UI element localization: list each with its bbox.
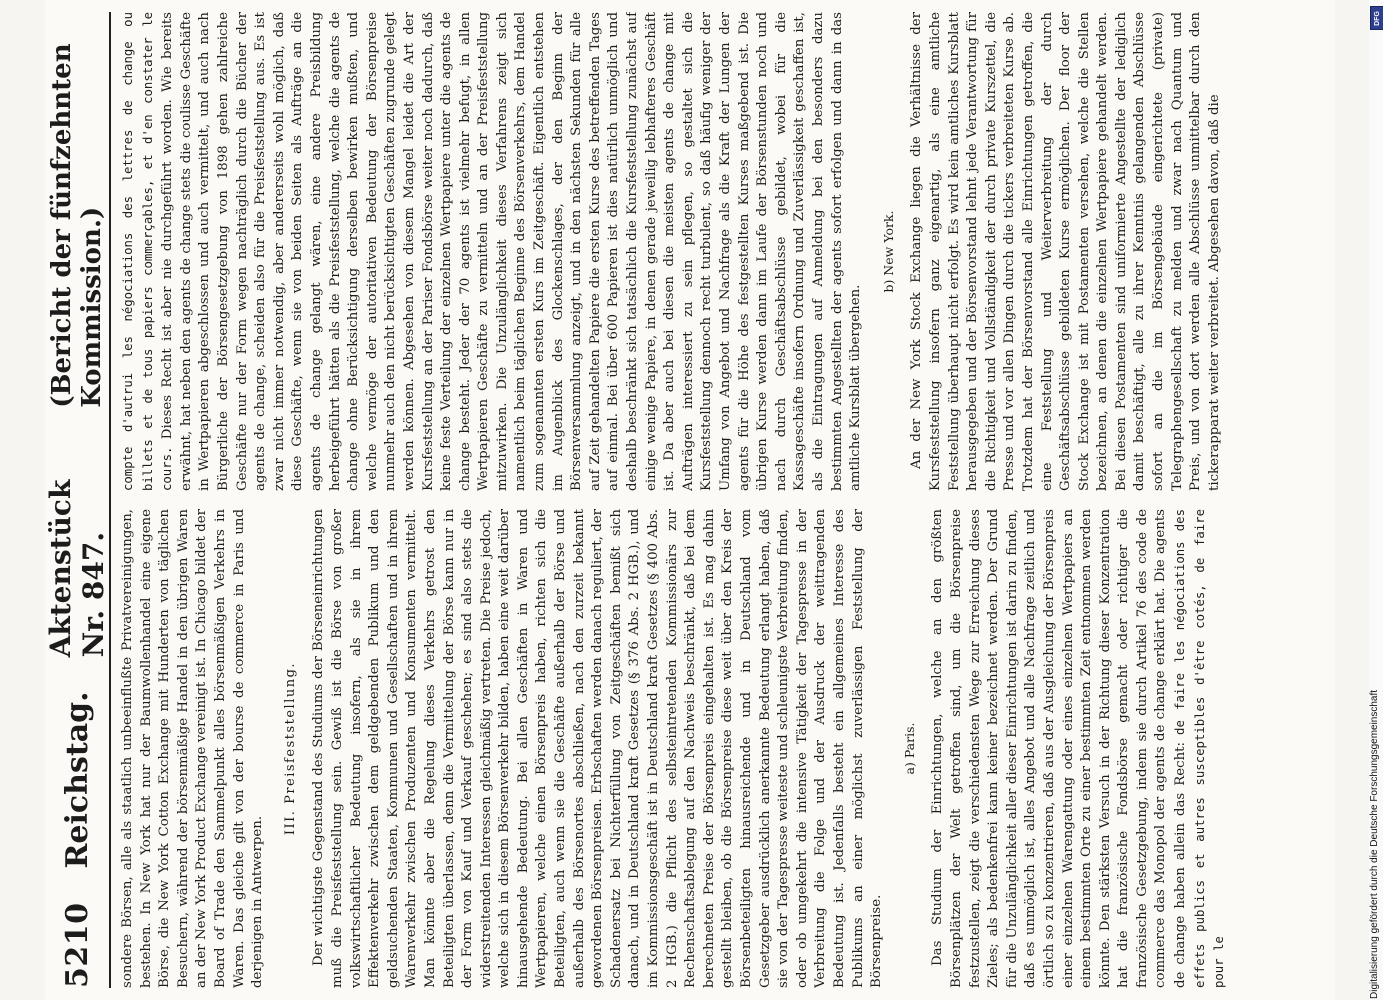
- paragraph-text: Dieses Recht ist aber nie durchgeführt worden. Wie bereits erwähnt, hat neben den agents de change stets die coulisse Geschäfte in Wertpapieren abgeschlossen und auch vermittelt, und auch nach Bürgerliche der Börsengesetzgebung von 1898 gehen zahlreiche Geschäfte nur der Form wegen nachträglich durch die Bücher der agents de change, scheiden also für die Preisfeststellung aus. Es ist zwar nicht immer notwendig, aber andererseits wohl möglich, daß diese Geschäfte, wenn sie von beiden Seiten als Aufträge an die agents de change gelangt wären, eine andere Preisbildung herbeigeführt hätten als die Preisfeststellung, welche die agents de change ohne Berücksichtigung derselben bewirken mußten, und welche vermöge der autoritativen Bedeutung der Börsenpreise nunmehr auch den nicht berücksichtigten Geschäften zugrunde gelegt werden können. Abgesehen von diesem Mangel leidet die Art der Kursfeststellung an der Pariser Fondsbörse weiter noch dadurch, daß keine feste Verteilung der einzelnen Wertpapiere unter die agents de change besteht. Jeder der 70 agents ist vielmehr befugt, in allen Wertpapieren Geschäfte zu vermitteln und an der Preisfeststellung mitzuwirken. Die Unzulänglichkeit dieses Verfahrens zeigt sich namentlich beim täglichen Beginne des Börsenverkehrs, dem Handel zum sogenannten ersten Kurs im Zeitgeschäft. Eigentlich entstehen im Augenblick des Glockenschlages, der den Beginn der Börsenversammlung anzeigt, und in den nächsten Sekunden für alle auf Zeit gehandelten Papiere die ersten Kurse des betreffenden Tages auf einmal. Bei über 600 Papieren ist dies natürlich unmöglich und deshalb beschränkt sich tatsächlich die Kursfeststellung zunächst auf einige wenige Papiere, in denen gerade jeweilig lebhafteres Geschäft ist. Da aber auch bei diesen die meisten agents de change mit Aufträgen interessiert zu sein pflegen, so gestaltet sich die Kursfeststellung dennoch recht turbulent, so daß häufig weniger der Umfang von Angebot und Nachfrage als die Kraft der Lungen der agents für die Höhe des festgestellten Kurses maßgebend ist. Die übrigen Kurse werden dann im Laufe der Börsenstunden noch und nach durch Geschäftsabschlüsse gebildet, wobei für die Kassageschäfte insofern Ordnung und Zuverlässigkeit geschaffen ist, als die Eintragungen auf Anmeldung bei den besonders dazu bestimmten Angestellten der agents sofort erfolgen und dann in das amtliche Kursblatt übergehen.: [160, 12, 864, 491]
- document-number: Aktenstück Nr. 847.: [44, 479, 110, 658]
- left-column: [119, 509, 1323, 988]
- right-column: [119, 12, 1323, 491]
- paragraph: Der wichtigste Gegenstand des Studiums der Börseneinrichtungen muß die Preisfeststellung sein. Gewiß ist die Börse von großer volkswirtschaftlicher Bedeutung insofern, als sie in ihrem Effektenverkehr zwischen dem geldgebenden Publikum und den geldsuchenden Staaten, Kommunen und Gesellschaften und in ihrem Warenverkehr zwischen Produzenten und Konsumenten vermittelt. Man könnte aber die Regelung dieses Verkehrs getrost den Beteiligten überlassen, denn die Vermittelung der Börse kann nur in der Form von Kauf und Verkauf geschehen; es sind also stets die widerstreitenden Interessen gleichmäßig vertreten. Die Preise jedoch, welche sich in diesem Börsenverkehr bilden, haben eine weit darüber hinausgehende Bedeutung. Bei allen Geschäften in Waren und Wertpapieren, welche einen Börsenpreis haben, richten sich die Beteiligten, auch wenn sie die Geschäfte außerhalb der Börse und außerhalb des Börsenortes abschließen, nach den zurzeit bekannt gewordenen Börsenpreisen. Erbschaften werden danach reguliert, der Schadenersatz bei Nichterfüllung von Zeitgeschäften bemißt sich danach, und in Deutschland kraft Gesetzes (§ 376 Abs. 2 HGB.), und im Kommissionsgeschäft ist in Deutschland kraft Gesetzes (§ 400 Abs. 2 HGB.) die Pflicht des selbsteintretenden Kommissionärs zur Rechenschaftsablegung auf den Nachweis beschränkt, daß bei dem berechneten Preise der Börsenpreis eingehalten ist. Es mag dahin gestellt bleiben, ob die Börsenpreise diese weit über den Kreis der Börsenbeteiligten hinausreichende und in Deutschland vom Gesetzgeber ausdrücklich anerkannte Bedeutung erlangt haben, daß sie von der Tagespresse weiteste und schleunigste Verbreitung finden, oder ob umgekehrt die intensive Tätigkeit der Tagespresse in der Verbreitung die Folge und der Ausdruck der weittragenden Bedeutung ist. Jedenfalls besteht ein allgemeines Interesse des Publikums an einer möglichst zuverlässigen Feststellung der Börsenpreise.: [311, 509, 885, 988]
- section-heading: III. Preisfeststellung.: [282, 661, 298, 836]
- paragraph: [119, 12, 866, 491]
- dfg-credit: Digitalisierung gefördert durch die Deutsche Forschungsgemeinschaft: [1369, 689, 1380, 999]
- running-title: Reichstag.: [59, 691, 95, 869]
- header-rule: [109, 12, 111, 988]
- text-columns: [119, 12, 1323, 988]
- document-page: [45, 0, 1335, 1000]
- subsection-heading: a) Paris.: [901, 722, 917, 775]
- latin-quote: de faire les négociations des effets publics et autres susceptibles d'être cotés, de faire pour le: [1173, 509, 1227, 988]
- report-title: (Bericht der fünfzehnten Kommission.): [47, 43, 107, 408]
- paragraph-text: Das Studium der Einrichtungen, welche an den größten Börsenplätzen der Welt getroffen sind, um die Börsenpreise festzustellen, zeigt die verschiedensten Wege zur Erreichung dieses Zieles; als bedenkenfrei kann keiner bezeichnet werden. Der Grund für die Unzulänglichkeit aller dieser Einrichtungen ist darin zu finden, daß es unmöglich ist, alles Angebot und alle Nachfrage zeitlich und örtlich so zu konzentrieren, daß aus der Ausgleichung der Börsenpreis einer einzelnen Warengattung oder eines einzelnen Wertpapiers an einem bestimmten Orte zu einer bestimmten Zeit entnommen werden könnte. Den stärksten Versuch in der Richtung dieser Konzentration hat die französische Fondsbörse gemacht oder richtiger die französische Gesetzgebung, indem sie durch Artikel 76 des code de commerce das Monopol der agents de change erklärt hat. Die agents de change haben allein das Recht:: [930, 509, 1189, 988]
- page-header: [45, 12, 109, 988]
- paragraph: [929, 509, 1230, 988]
- dfg-logo-text: DFG: [1373, 10, 1381, 26]
- paragraph: sondere Börsen, alle als staatlich unbeeinflußte Privatvereinigungen, bestehen. In New York hat nur der Baumwollenhandel eine eigene Börse, die New York Cotton Exchange mit Hunderten von täglichen Besuchern, während der börsenmäßige Handel in den übrigen Waren an der New York Product Exchange vereinigt ist. In Chicago bildet der Board of Trade den Sammelpunkt alles börsenmäßigen Verkehrs in Waren. Das gleiche gilt von der bourse de commerce in Paris und derjenigen in Antwerpen.: [120, 509, 266, 988]
- subsection-heading: b) New York.: [880, 210, 896, 293]
- page-number: 5210: [59, 902, 95, 988]
- latin-quote: compte d'autrui les négociations des lettres de change ou billets et de tous papiers commerçables, et d'en constater le cours.: [121, 12, 175, 491]
- dfg-logo-icon: [1370, 6, 1383, 30]
- paragraph: An der New York Stock Exchange liegen die Verhältnisse der Kursfeststellung insofern ganz eigenartig, als eine amtliche Feststellung überhaupt nicht erfolgt. Es wird kein amtliches Kursblatt herausgegeben und der Börsenvorstand lehnt jede Verantwortung für die Richtigkeit und Vollständigkeit der durch private Kurszettel, die Presse und vor allen Dingen durch die tickers verbreiteten Kurse ab. Trotzdem hat der Börsenvorstand alle Einrichtungen getroffen, die eine Feststellung und Weiterverbreitung der durch Geschäftsabschlüsse gebildeten Kurse ermöglichen. Der floor der Stock Exchange ist mit Postamenten versehen, welche die Stellen bezeichnen, an denen die einzelnen Wertpapiere gehandelt werden. Bei diesen Postamenten sind uniformierte Angestellte der lediglich damit beschäftigt, alle zu ihrer Kenntnis gelangenden Abschlüsse sofort an die im Börsengebäude eingerichtete (private) Telegraphengesellschaft zu melden und zwar nach Quantum und Preis, und von dort werden alle Abschlüsse unmittelbar durch den tickerapparat weiter verbreitet. Abgesehen davon, daß die: [909, 12, 1222, 491]
